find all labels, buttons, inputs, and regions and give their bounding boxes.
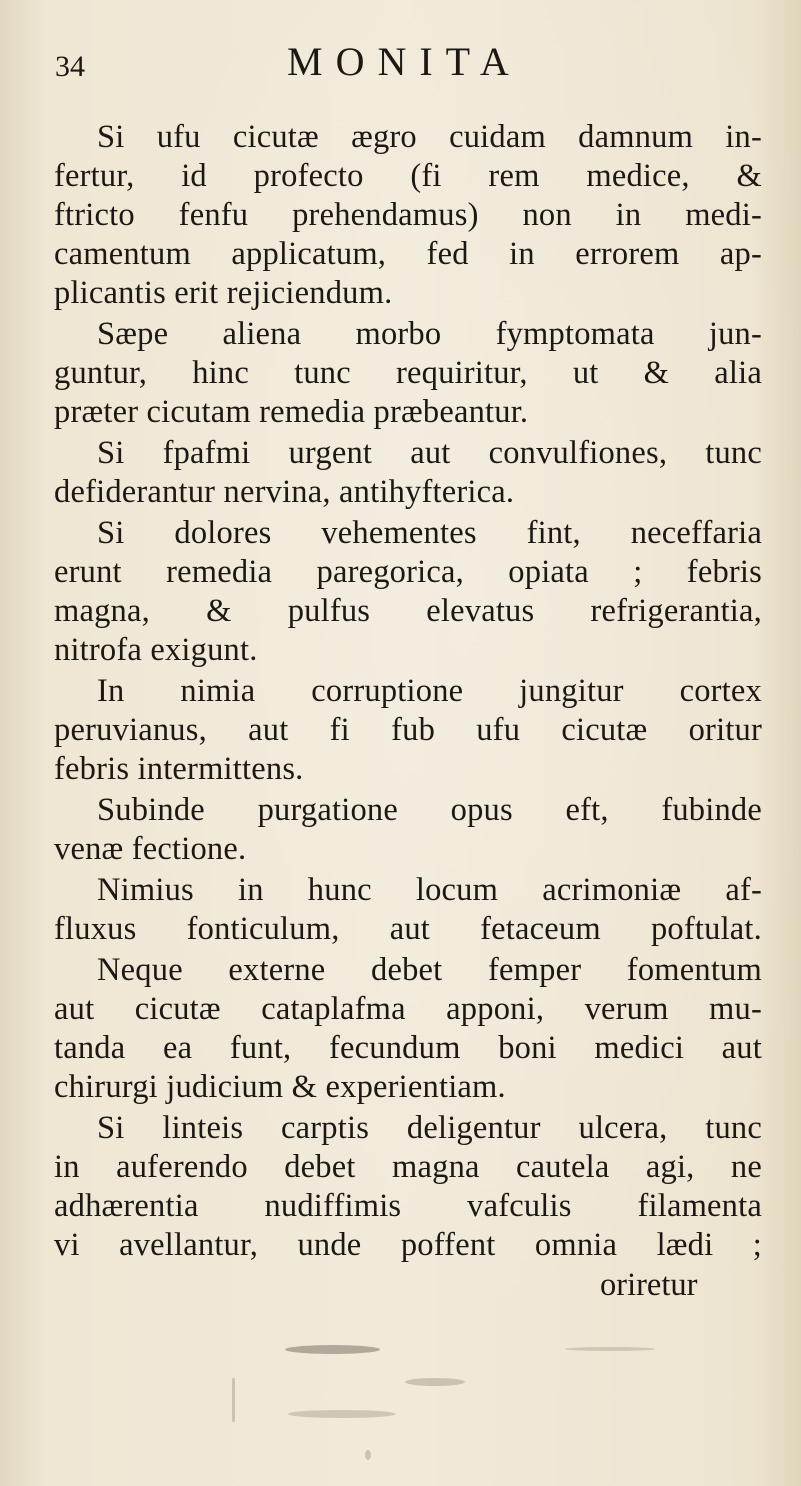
ink-smudge bbox=[365, 1450, 371, 1460]
text-line: Neque externe debet femper fomentum bbox=[97, 952, 762, 988]
text-line: guntur, hinc tunc requiritur, ut & alia bbox=[54, 355, 762, 391]
text-line: Si dolores vehementes fint, neceffaria bbox=[97, 515, 762, 551]
text-line: in auferendo debet magna cautela agi, ne bbox=[54, 1149, 762, 1185]
ink-smudge bbox=[232, 1378, 235, 1422]
text-line: adhærentia nudiffimis vafculis filamenta bbox=[54, 1188, 762, 1224]
text-line: peruvianus, aut fi fub ufu cicutæ oritur bbox=[54, 712, 762, 748]
text-line: Si ufu cicutæ ægro cuidam damnum in- bbox=[97, 119, 762, 155]
text-line: Subinde purgatione opus eft, fubinde bbox=[97, 792, 762, 828]
text-line: chirurgi judicium & experientiam. bbox=[54, 1069, 506, 1105]
text-line: Si linteis carptis deligentur ulcera, tunc bbox=[97, 1110, 762, 1146]
page-number: 34 bbox=[55, 50, 85, 83]
text-line: Nimius in hunc locum acrimoniæ af- bbox=[97, 872, 762, 908]
text-line: defiderantur nervina, antihyfterica. bbox=[54, 474, 515, 510]
text-line: Si fpafmi urgent aut convulfiones, tunc bbox=[97, 435, 762, 471]
text-line: In nimia corruptione jungitur cortex bbox=[97, 673, 762, 709]
ink-smudge bbox=[565, 1347, 655, 1351]
text-line: plicantis erit rejiciendum. bbox=[54, 275, 393, 311]
text-line: præter cicutam remedia præbeantur. bbox=[54, 394, 529, 430]
catchword: oriretur bbox=[600, 1267, 698, 1303]
ink-smudge bbox=[288, 1410, 396, 1418]
text-line: erunt remedia paregorica, opiata ; febris bbox=[54, 554, 762, 590]
text-line: febris intermittens. bbox=[54, 751, 304, 787]
text-line: Sæpe aliena morbo fymptomata jun- bbox=[97, 316, 762, 352]
text-line: venæ fectione. bbox=[54, 831, 247, 867]
text-line: tanda ea funt, fecundum boni medici aut bbox=[54, 1030, 762, 1066]
ink-smudge bbox=[405, 1378, 465, 1386]
page-header bbox=[55, 38, 755, 98]
text-line: fluxus fonticulum, aut fetaceum poftulat. bbox=[54, 911, 762, 947]
text-line: magna, & pulfus elevatus refrigerantia, bbox=[54, 593, 762, 629]
text-line: fertur, id profecto (fi rem medice, & bbox=[54, 158, 762, 194]
text-line: ftricto fenfu prehendamus) non in medi- bbox=[54, 197, 762, 233]
ink-smudge bbox=[285, 1345, 380, 1354]
text-line: vi avellantur, unde poffent omnia lædi ; bbox=[54, 1227, 762, 1263]
text-line: nitrofa exigunt. bbox=[54, 632, 258, 668]
running-title: MONITA bbox=[287, 39, 522, 84]
text-line: camentum applicatum, fed in errorem ap- bbox=[54, 236, 762, 272]
text-line: aut cicutæ cataplafma apponi, verum mu- bbox=[54, 991, 762, 1027]
